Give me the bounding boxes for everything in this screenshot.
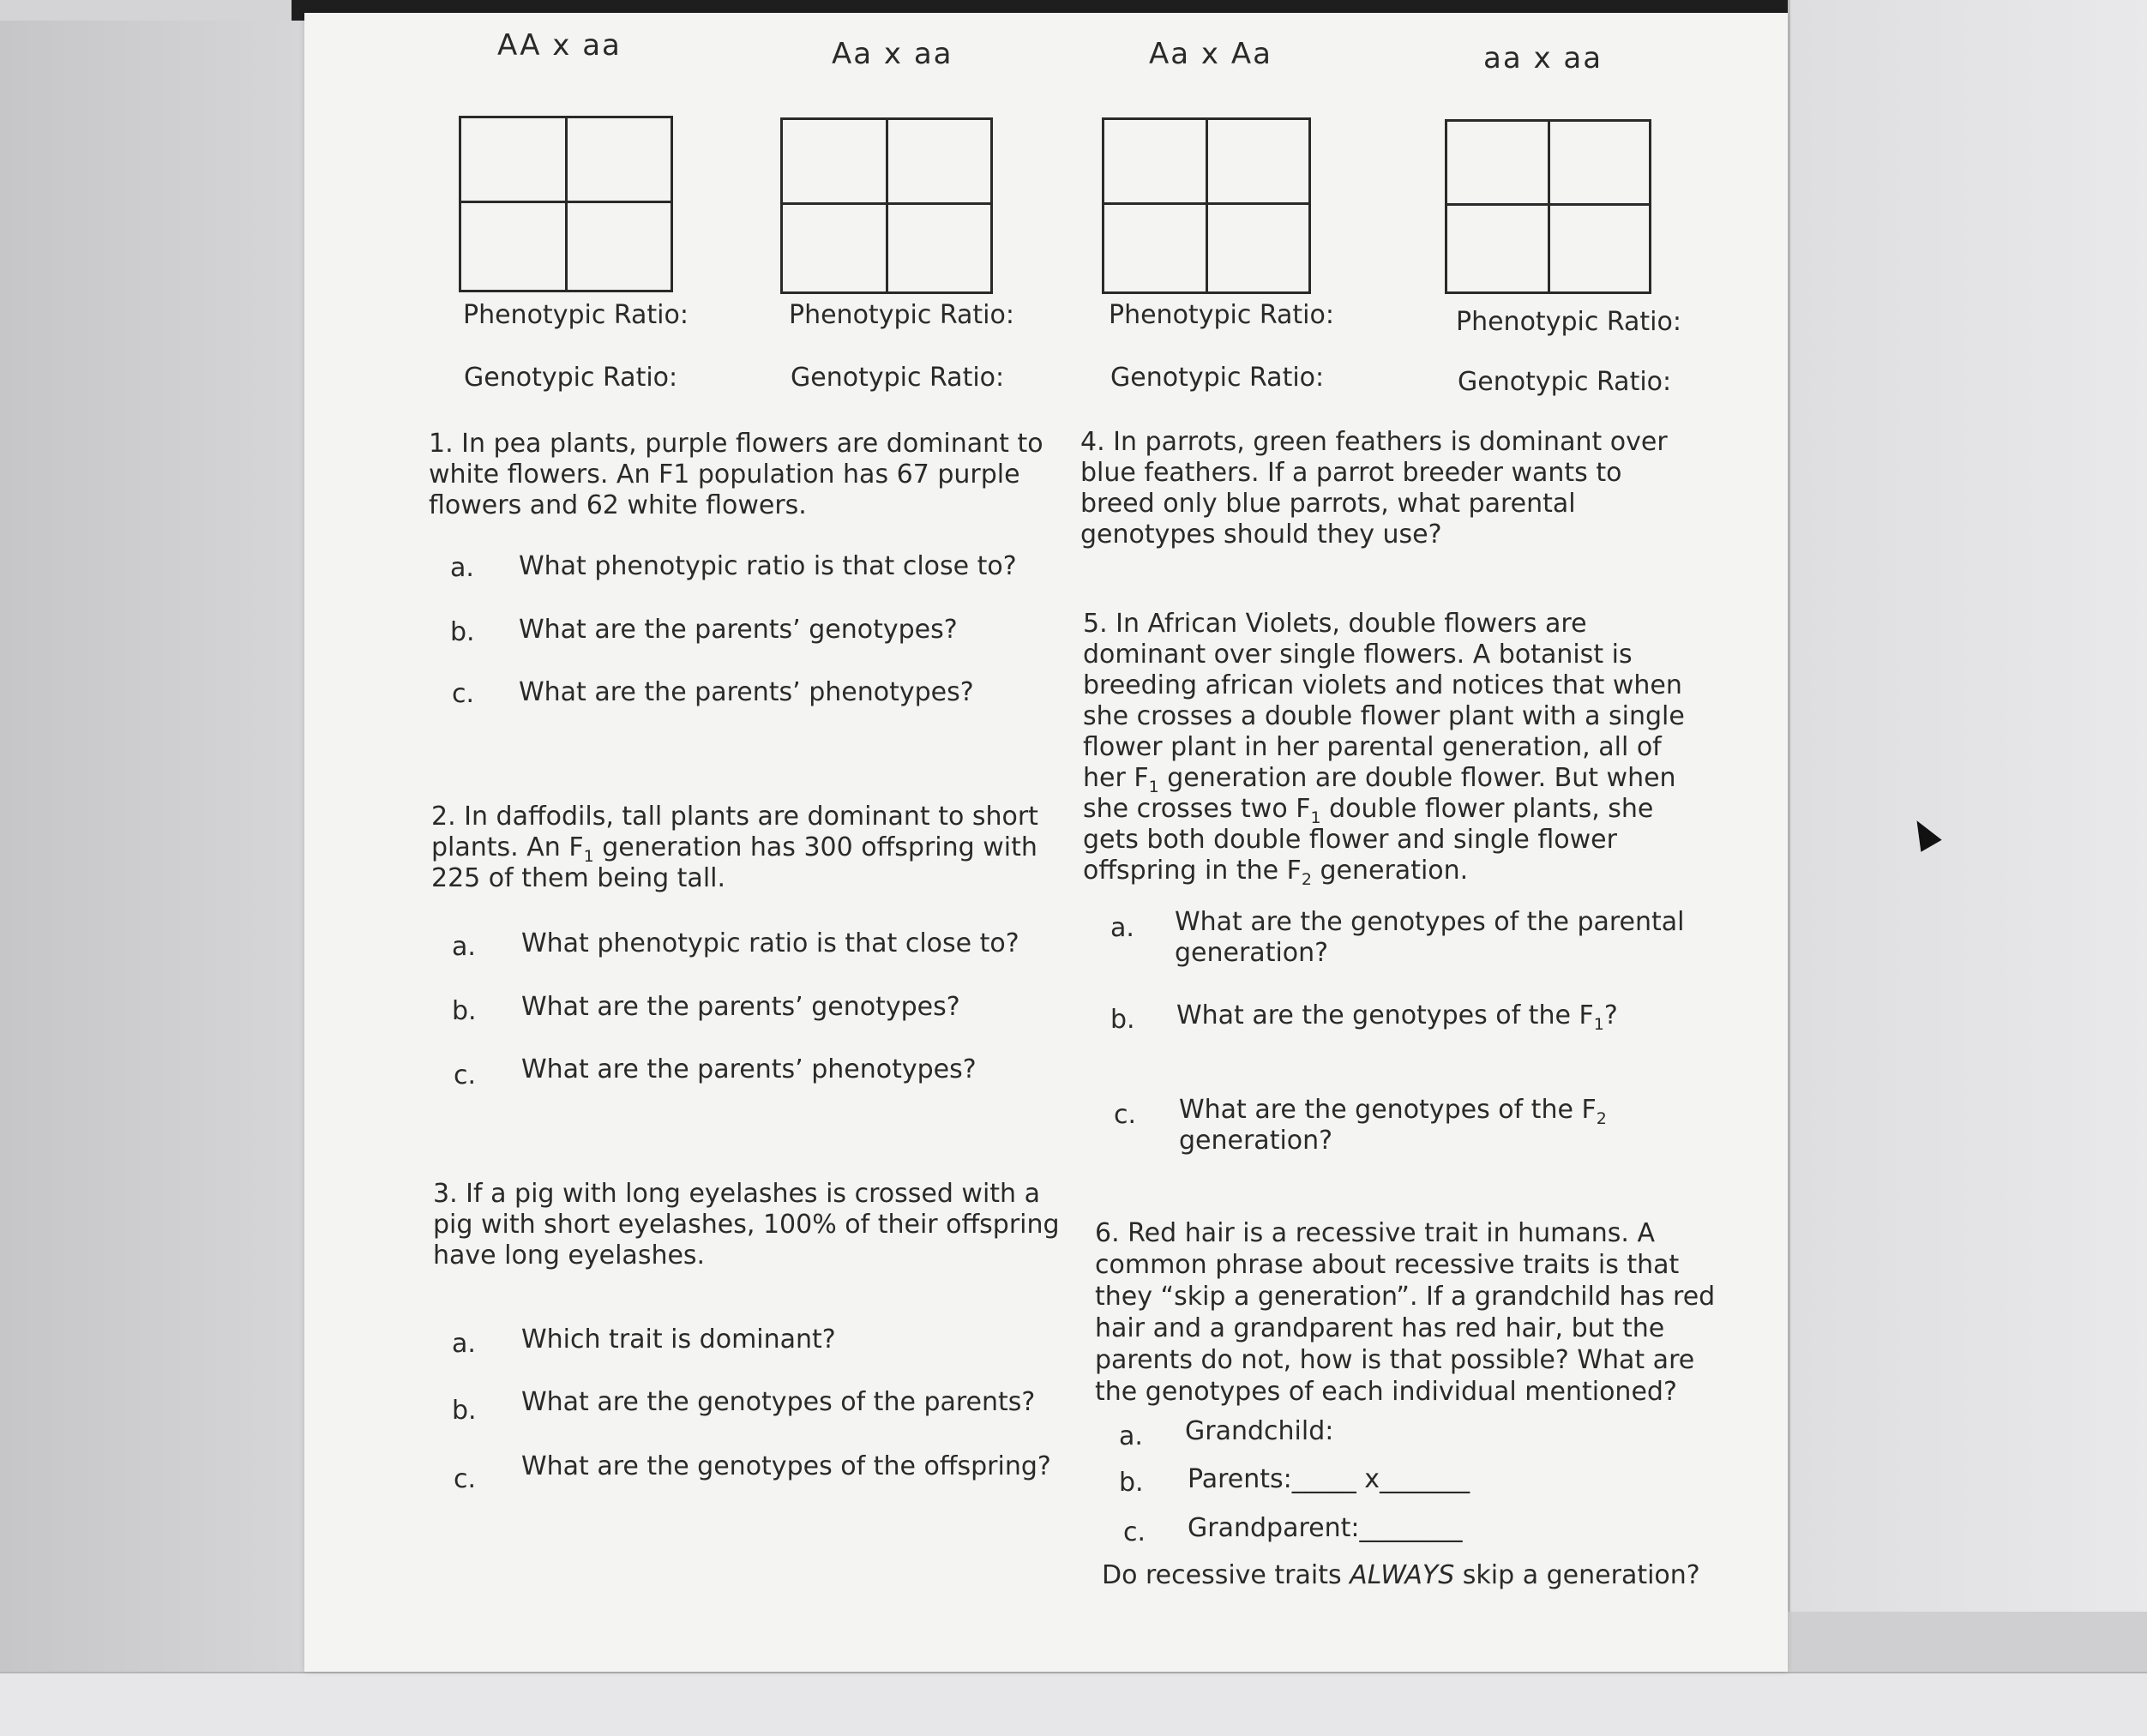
question-6-text: 6. Red hair is a recessive trait in humans. A common phrase about recessive traits is that they “skip a generation”. If a grandchild has red hair and a grandparent has red hair, but the parents do not, how is that possible? What are the genotypes of each individual mentioned? — [1095, 1218, 1716, 1407]
q1-a-text: What phenotypic ratio is that close to? — [519, 551, 1017, 581]
q3-c-text: What are the genotypes of the offspring? — [521, 1451, 1051, 1481]
q5-b-label: b. — [1110, 1005, 1135, 1035]
q5-c-label: c. — [1114, 1100, 1137, 1130]
genotypic-ratio-1: Genotypic Ratio: — [464, 363, 678, 393]
question-1-text: 1. In pea plants, purple flowers are dominant to white flowers. An F1 population has 67 purple flowers and 62 white flowers. — [429, 429, 1043, 520]
q2-a-text: What phenotypic ratio is that close to? — [521, 928, 1019, 958]
q5-a-text: What are the genotypes of the parental generation? — [1175, 907, 1685, 968]
cross-header-4: aa x aa — [1483, 41, 1603, 75]
q1-a-label: a. — [450, 553, 474, 583]
question-4-text: 4. In parrots, green feathers is dominant over blue feathers. If a parrot breeder wants to breed only blue parrots, what parental genotypes should they use? — [1080, 427, 1668, 550]
question-3-text: 3. If a pig with long eyelashes is crossed with a pig with short eyelashes, 100% of their offspring have long eyelashes. — [433, 1179, 1060, 1270]
punnett-square-2[interactable] — [780, 117, 993, 294]
q6-c-text: Grandparent:________ — [1188, 1513, 1463, 1543]
genotypic-ratio-2: Genotypic Ratio: — [791, 363, 1005, 393]
q2-c-label: c. — [454, 1060, 477, 1090]
q3-a-label: a. — [452, 1329, 476, 1359]
q3-b-text: What are the genotypes of the parents? — [521, 1387, 1036, 1417]
q5-b-text: What are the genotypes of the $F_1$? — [1176, 1000, 1618, 1034]
q2-a-label: a. — [452, 932, 476, 962]
q5-c-text: What are the genotypes of the $F_2$ generation? — [1179, 1095, 1607, 1156]
phenotypic-ratio-4: Phenotypic Ratio: — [1456, 307, 1681, 337]
q2-b-label: b. — [452, 996, 477, 1026]
punnett-square-1[interactable] — [459, 116, 673, 292]
q5-a-label: a. — [1110, 913, 1134, 943]
screen-left-margin — [0, 21, 304, 1675]
q3-a-text: Which trait is dominant? — [521, 1325, 836, 1355]
question-5-text: 5. In African Violets, double flowers are dominant over single flowers. A botanist is breeding african violets and notices that when she crosses a double flower plant with a single flower plant in her parental generation, all of her $F_1$ generation are double flower. But when she crosses two $F_1$ double flower plants, she gets both double flower and single flower offspring in the $F_2$ generation. — [1083, 609, 1685, 889]
cross-header-2: Aa x aa — [832, 37, 953, 71]
q6-a-label: a. — [1119, 1421, 1143, 1451]
q2-c-text: What are the parents’ phenotypes? — [521, 1054, 977, 1084]
cross-header-1: AA x aa — [497, 28, 622, 63]
phenotypic-ratio-1: Phenotypic Ratio: — [463, 300, 689, 330]
phenotypic-ratio-3: Phenotypic Ratio: — [1109, 300, 1334, 330]
q1-b-text: What are the parents’ genotypes? — [519, 615, 958, 645]
q1-c-text: What are the parents’ phenotypes? — [519, 677, 974, 707]
q3-b-label: b. — [452, 1396, 477, 1426]
genotypic-ratio-3: Genotypic Ratio: — [1110, 363, 1325, 393]
screen-right-margin — [1788, 0, 2147, 1612]
q1-c-label: c. — [452, 679, 475, 709]
q2-b-text: What are the parents’ genotypes? — [521, 992, 960, 1022]
q6-a-text: Grandchild: — [1185, 1416, 1334, 1446]
q6-b-label: b. — [1119, 1468, 1144, 1498]
question-2-text: 2. In daffodils, tall plants are dominant to short plants. An $F_1$ generation has 300 offspring with 225 of them being tall. — [431, 802, 1038, 893]
punnett-square-4[interactable] — [1445, 119, 1651, 294]
q6-b-text: Parents:_____ x_______ — [1188, 1464, 1470, 1494]
q1-b-label: b. — [450, 617, 475, 647]
q3-c-label: c. — [454, 1464, 477, 1494]
cross-header-3: Aa x Aa — [1149, 37, 1272, 71]
worksheet-page — [304, 13, 1788, 1672]
screen-bottom-band — [0, 1672, 2147, 1736]
q6-final-question: Do recessive traits ALWAYS skip a generation? — [1102, 1560, 1700, 1590]
punnett-square-3[interactable] — [1102, 117, 1311, 294]
genotypic-ratio-4: Genotypic Ratio: — [1458, 367, 1672, 397]
q6-c-label: c. — [1123, 1517, 1146, 1547]
phenotypic-ratio-2: Phenotypic Ratio: — [789, 300, 1014, 330]
